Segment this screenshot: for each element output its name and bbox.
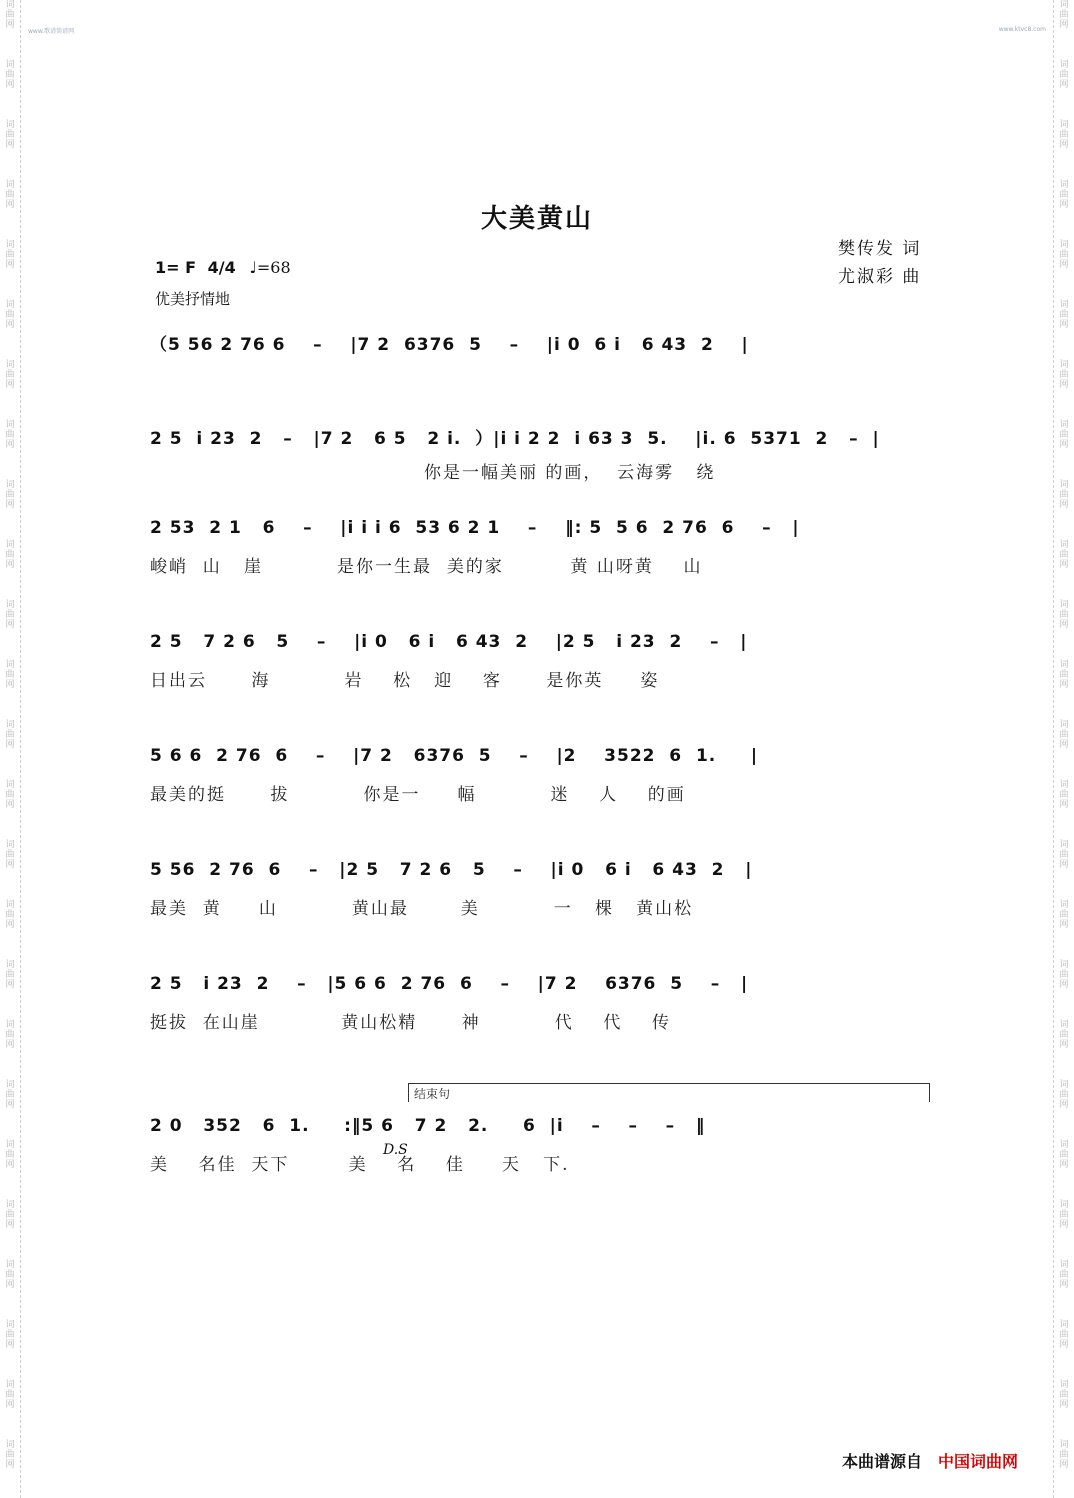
dal-segno-mark: D.S [383, 1142, 408, 1158]
notation-line: 2 53 2 1 6 – |i i i 6 53 6 2 1 – ‖: 5 5 6 2 76 6 – | [150, 518, 800, 538]
side-watermark-text: 词曲网 [5, 300, 15, 330]
composer-credit: 尤淑彩 曲 [838, 267, 922, 287]
side-watermark-text: 词曲网 [1059, 900, 1069, 930]
side-watermark-text: 词曲网 [1059, 780, 1069, 810]
lyrics-line: 美 名佳 天下 美 名 佳 天 下. [150, 1155, 570, 1175]
side-watermark-text: 词曲网 [1059, 1200, 1069, 1230]
side-watermark-text: 词曲网 [1059, 1020, 1069, 1050]
top-right-watermark: www.ktvc8.com [998, 26, 1046, 33]
source-footer [842, 1449, 1018, 1472]
side-watermark-text: 词曲网 [5, 420, 15, 450]
side-watermark-text: 词曲网 [5, 540, 15, 570]
top-left-watermark: www.歌谱简谱网 [28, 28, 75, 35]
side-watermark-text: 词曲网 [5, 360, 15, 390]
notation-line: 2 5 i 23 2 – |5 6 6 2 76 6 – |7 2 6376 5 – | [150, 974, 749, 994]
ending-bracket [408, 1083, 930, 1102]
side-watermark-text: 词曲网 [1059, 960, 1069, 990]
side-watermark-text: 词曲网 [5, 780, 15, 810]
side-watermark-text: 词曲网 [1059, 360, 1069, 390]
side-watermark-text: 词曲网 [5, 60, 15, 90]
side-watermark-text: 词曲网 [5, 1320, 15, 1350]
lyrics-line: 挺拔 在山崖 黄山松精 神 代 代 传 [150, 1013, 671, 1033]
time-signature: 4/4 [207, 258, 236, 277]
notation-line: 2 5 i 23 2 – |7 2 6 5 2 i. ）|i i 2 2 i 63 3 5. |i. 6 5371 2 – | [150, 429, 880, 449]
side-watermark-text: 词曲网 [1059, 240, 1069, 270]
side-watermark-text: 词曲网 [5, 1260, 15, 1290]
side-watermark-text: 词曲网 [5, 0, 15, 30]
notation-line: 2 5 7 2 6 5 – |i 0 6 i 6 43 2 |2 5 i 23 2 – | [150, 632, 748, 652]
side-watermark-text: 词曲网 [5, 480, 15, 510]
notation-line: 2 0 352 6 1. :‖5 6 7 2 2. 6 |i – – – ‖ [150, 1116, 706, 1136]
side-watermark-text: 词曲网 [1059, 720, 1069, 750]
side-watermark-text: 词曲网 [1059, 840, 1069, 870]
key-signature [155, 258, 291, 277]
side-watermark-text: 词曲网 [1059, 180, 1069, 210]
side-watermark-text: 词曲网 [1059, 600, 1069, 630]
lyricist-credit: 樊传发 词 [838, 239, 922, 259]
side-watermark-text: 词曲网 [5, 240, 15, 270]
side-watermark-text: 词曲网 [5, 660, 15, 690]
notation-line: （5 56 2 76 6 – |7 2 6376 5 – |i 0 6 i 6 43 2 | [150, 335, 749, 355]
side-watermark-text: 词曲网 [1059, 660, 1069, 690]
song-title: 大美黄山 [480, 204, 593, 234]
lyrics-line: 你是一幅美丽 的画， 云海雾 绕 [150, 463, 716, 483]
side-watermark-text: 词曲网 [1059, 480, 1069, 510]
side-watermark-text: 词曲网 [5, 180, 15, 210]
lyrics-line: 峻峭 山 崖 是你一生最 美的家 黄 山呀黄 山 [150, 557, 703, 577]
side-watermark-text: 词曲网 [1059, 1260, 1069, 1290]
side-watermark-text: 词曲网 [1059, 1380, 1069, 1410]
ending-label: 结束句 [414, 1087, 451, 1101]
side-watermark-text: 词曲网 [5, 720, 15, 750]
tempo-marking: ♩=68 [249, 258, 291, 277]
side-watermark-text: 词曲网 [1059, 1440, 1069, 1470]
lyrics-line [150, 364, 940, 388]
side-watermark-text: 词曲网 [5, 900, 15, 930]
side-watermark-text: 词曲网 [1059, 300, 1069, 330]
expression-marking: 优美抒情地 [155, 290, 231, 308]
lyrics-line: 最美 黄 山 黄山最 美 一 棵 黄山松 [150, 899, 694, 919]
side-watermark-text: 词曲网 [5, 1440, 15, 1470]
side-watermark-text: 词曲网 [1059, 0, 1069, 30]
side-watermark-text: 词曲网 [5, 1020, 15, 1050]
source-prefix: 本曲谱源自 [842, 1452, 923, 1471]
side-watermark-text: 词曲网 [1059, 1080, 1069, 1110]
side-watermark-text: 词曲网 [1059, 120, 1069, 150]
notation-line: 5 6 6 2 76 6 – |7 2 6376 5 – |2 3522 6 1. | [150, 746, 759, 766]
lyrics-line: 日出云 海 岩 松 迎 客 是你英 姿 [150, 671, 660, 691]
side-watermark-text: 词曲网 [1059, 60, 1069, 90]
key-text: 1= F [155, 258, 197, 277]
side-watermark-text: 词曲网 [5, 1140, 15, 1170]
side-watermark-text: 词曲网 [5, 1380, 15, 1410]
side-watermark-text: 词曲网 [1059, 420, 1069, 450]
notation-line: 5 56 2 76 6 – |2 5 7 2 6 5 – |i 0 6 i 6 43 2 | [150, 860, 753, 880]
side-watermark-text: 词曲网 [1059, 540, 1069, 570]
side-watermark-text: 词曲网 [1059, 1140, 1069, 1170]
side-watermark-text: 词曲网 [5, 1200, 15, 1230]
source-brand-link[interactable]: 中国词曲网 [938, 1452, 1019, 1471]
side-watermark-text: 词曲网 [5, 120, 15, 150]
side-watermark-text: 词曲网 [5, 960, 15, 990]
lyrics-line: 最美的挺 拔 你是一 幅 迷 人 的画 [150, 785, 686, 805]
side-watermark-text: 词曲网 [1059, 1320, 1069, 1350]
side-watermark-text: 词曲网 [5, 1080, 15, 1110]
side-watermark-text: 词曲网 [5, 600, 15, 630]
side-watermark-text: 词曲网 [5, 840, 15, 870]
